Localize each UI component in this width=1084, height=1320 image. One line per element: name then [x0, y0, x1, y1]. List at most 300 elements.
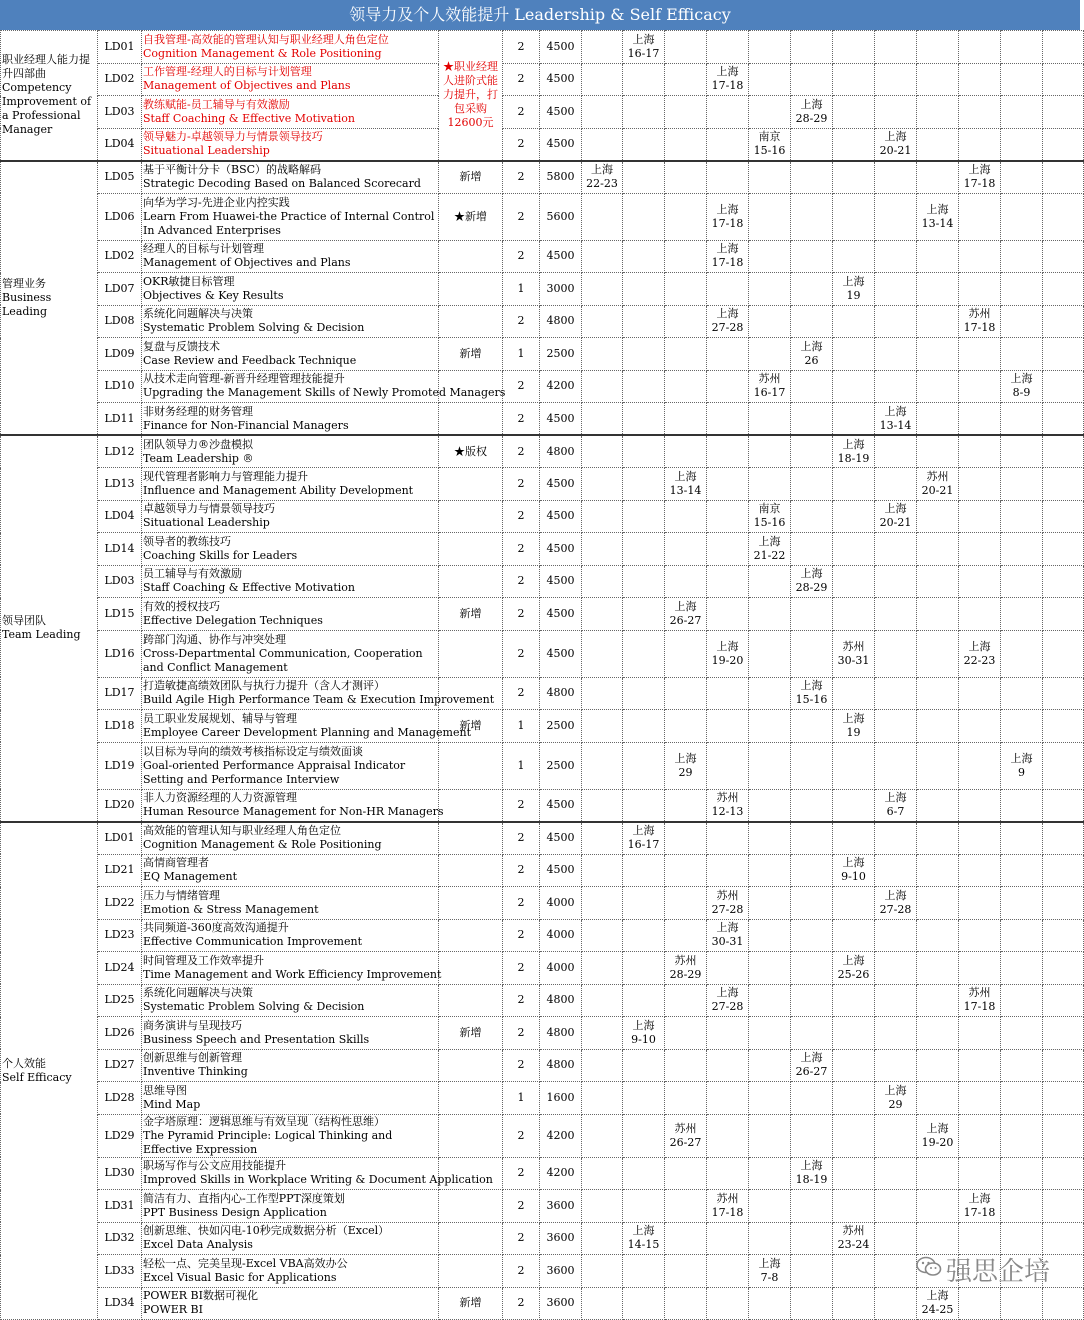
month-cell — [1043, 468, 1084, 501]
month-cell — [1043, 533, 1084, 566]
month-cell — [582, 1049, 623, 1082]
course-name-cell — [142, 1082, 439, 1115]
session-date: 17-18 — [711, 256, 744, 270]
month-cell — [623, 984, 665, 1017]
page-title: 领导力及个人效能提升 Leadership & Self Efficacy — [0, 0, 1080, 30]
session-city: 上海 — [632, 32, 655, 46]
month-cell — [791, 468, 833, 501]
month-cell — [623, 565, 665, 598]
course-note — [439, 273, 503, 306]
course-price: 4500 — [540, 240, 582, 273]
month-cell — [749, 1157, 791, 1190]
course-name-en: Excel Visual Basic for Applications — [143, 1270, 337, 1284]
course-price: 4500 — [540, 403, 582, 436]
month-cell — [1043, 565, 1084, 598]
month-cell — [833, 468, 875, 501]
month-cell — [875, 1287, 917, 1320]
month-cell — [791, 533, 833, 566]
month-cell — [707, 1287, 749, 1320]
month-cell — [833, 273, 875, 306]
session-city: 苏州 — [968, 307, 991, 321]
month-cell — [665, 305, 707, 338]
session-city: 苏州 — [926, 469, 949, 483]
category-name-en: Team Leading — [2, 628, 81, 642]
course-note: ★新增 — [439, 193, 503, 240]
month-cell — [707, 1082, 749, 1115]
session-city: 上海 — [716, 986, 739, 1000]
month-cell — [875, 630, 917, 677]
course-name-zh: 时间管理及工作效率提升 — [143, 953, 264, 967]
month-cell — [917, 565, 959, 598]
course-name-zh: 教练赋能-员工辅导与有效激励 — [143, 97, 290, 111]
table-row — [1, 128, 1084, 161]
month-cell — [623, 500, 665, 533]
course-note — [439, 887, 503, 920]
month-cell — [875, 338, 917, 371]
month-cell — [1043, 598, 1084, 631]
month-cell — [665, 193, 707, 240]
course-note — [439, 822, 503, 855]
session-city: 上海 — [926, 1121, 949, 1135]
month-cell — [582, 370, 623, 403]
session-date: 16-17 — [627, 46, 660, 60]
session-city: 苏州 — [674, 1121, 697, 1135]
table-row — [1, 742, 1084, 789]
course-days: 2 — [503, 1222, 540, 1255]
month-cell — [582, 1017, 623, 1050]
month-cell — [582, 1255, 623, 1288]
course-name-zh: 创新思维与创新管理 — [143, 1051, 242, 1065]
month-cell — [959, 919, 1001, 952]
course-code: LD07 — [98, 273, 142, 306]
month-cell — [791, 370, 833, 403]
table-row — [1, 338, 1084, 371]
session-city: 苏州 — [716, 791, 739, 804]
month-cell — [917, 305, 959, 338]
month-cell — [959, 1190, 1001, 1223]
month-cell — [707, 403, 749, 436]
table-row — [1, 854, 1084, 887]
course-code: LD17 — [98, 677, 142, 710]
month-cell — [665, 1114, 707, 1157]
course-days: 2 — [503, 1255, 540, 1288]
session-date: 13-14 — [879, 418, 912, 432]
month-cell — [917, 533, 959, 566]
course-price: 4800 — [540, 435, 582, 468]
course-price: 4200 — [540, 1114, 582, 1157]
month-cell — [1043, 435, 1084, 468]
month-cell — [582, 240, 623, 273]
course-days: 2 — [503, 31, 540, 64]
session-city: 上海 — [800, 339, 823, 353]
month-cell — [665, 370, 707, 403]
course-name-zh: 卓越领导力与情景领导技巧 — [143, 502, 275, 516]
month-cell — [791, 128, 833, 161]
course-name-en: Employee Career Development Planning and Management — [143, 725, 471, 739]
course-name-zh: 打造敏捷高绩效团队与执行力提升（含人才测评） — [143, 679, 385, 693]
category-name-zh: 领导团队 — [2, 614, 46, 628]
session-date: 14-15 — [627, 1238, 660, 1252]
course-days: 1 — [503, 742, 540, 789]
month-cell — [1043, 1287, 1084, 1320]
month-cell — [749, 1049, 791, 1082]
month-cell — [791, 822, 833, 855]
category-cell — [1, 31, 98, 161]
course-name-cell — [142, 677, 495, 710]
month-cell — [959, 1017, 1001, 1050]
month-cell — [749, 338, 791, 371]
session-city: 上海 — [716, 921, 739, 935]
course-note — [439, 854, 503, 887]
month-cell — [833, 677, 875, 710]
session-city: 上海 — [800, 1159, 823, 1173]
course-days: 2 — [503, 919, 540, 952]
course-price: 4500 — [540, 854, 582, 887]
session-city: 上海 — [800, 97, 823, 111]
course-name-en: Situational Leadership — [143, 516, 270, 530]
course-name-cell — [142, 1017, 439, 1050]
course-note — [439, 1255, 503, 1288]
month-cell — [749, 273, 791, 306]
month-cell — [1001, 338, 1043, 371]
table-row — [1, 789, 1084, 822]
month-cell — [707, 63, 749, 96]
month-cell — [707, 435, 749, 468]
course-note — [439, 305, 503, 338]
session-date: 28-29 — [795, 111, 828, 125]
course-name-en: Effective Communication Improvement — [143, 935, 362, 949]
month-cell — [791, 1017, 833, 1050]
month-cell — [1043, 854, 1084, 887]
course-name-en: Systematic Problem Solving & Decision — [143, 1000, 365, 1014]
session-date: 19 — [846, 288, 861, 302]
course-code: LD25 — [98, 984, 142, 1017]
month-cell — [749, 984, 791, 1017]
course-code: LD31 — [98, 1190, 142, 1223]
month-cell — [582, 984, 623, 1017]
month-cell — [917, 887, 959, 920]
month-cell — [833, 1255, 875, 1288]
month-cell — [623, 273, 665, 306]
table-row — [1, 31, 1084, 64]
course-name-zh: OKR敏捷目标管理 — [143, 274, 235, 288]
month-cell — [1001, 403, 1043, 436]
session-city: 上海 — [800, 1051, 823, 1065]
session-date: 15-16 — [753, 144, 786, 157]
session-city: 苏州 — [716, 888, 739, 902]
month-cell — [1043, 677, 1084, 710]
month-cell — [665, 403, 707, 436]
course-price: 4500 — [540, 500, 582, 533]
course-name-zh: 高情商管理者 — [143, 856, 209, 870]
table-row — [1, 677, 1084, 710]
session-city: 苏州 — [842, 1224, 865, 1238]
course-code: LD23 — [98, 919, 142, 952]
course-name-en: Case Review and Feedback Technique — [143, 353, 357, 367]
month-cell — [1043, 1017, 1084, 1050]
course-name-zh: 压力与情绪管理 — [143, 888, 220, 902]
session-city: 上海 — [884, 1083, 907, 1097]
course-note — [439, 742, 503, 789]
month-cell — [749, 305, 791, 338]
month-cell — [1001, 887, 1043, 920]
month-cell — [875, 128, 917, 161]
month-cell — [959, 1222, 1001, 1255]
table-row — [1, 984, 1084, 1017]
session-city: 南京 — [758, 502, 781, 516]
month-cell — [917, 161, 959, 194]
month-cell — [665, 63, 707, 96]
table-row — [1, 500, 1084, 533]
course-name-cell — [142, 240, 439, 273]
session-date: 17-18 — [963, 321, 996, 335]
month-cell — [665, 742, 707, 789]
month-cell — [791, 240, 833, 273]
month-cell — [959, 240, 1001, 273]
month-cell — [791, 742, 833, 789]
session-date: 17-18 — [711, 216, 744, 230]
month-cell — [791, 96, 833, 129]
table-row — [1, 370, 1084, 403]
month-cell — [1001, 630, 1043, 677]
month-cell — [623, 854, 665, 887]
month-cell — [833, 710, 875, 743]
month-cell — [582, 887, 623, 920]
month-cell — [1001, 63, 1043, 96]
course-schedule-table — [0, 30, 1084, 1320]
month-cell — [582, 952, 623, 985]
month-cell — [665, 533, 707, 566]
session-date: 17-18 — [963, 1000, 996, 1014]
course-name-en: Time Management and Work Efficiency Improvement — [143, 967, 442, 981]
month-cell — [833, 1049, 875, 1082]
course-days: 2 — [503, 1017, 540, 1050]
month-cell — [959, 1157, 1001, 1190]
session-date: 16-17 — [627, 838, 660, 851]
course-name-cell — [142, 31, 439, 64]
month-cell — [582, 31, 623, 64]
course-name-cell — [142, 822, 439, 855]
month-cell — [665, 161, 707, 194]
course-price: 4000 — [540, 952, 582, 985]
session-date: 29 — [678, 765, 693, 779]
session-city: 上海 — [842, 953, 865, 967]
month-cell — [582, 468, 623, 501]
session-city: 上海 — [674, 751, 697, 765]
month-cell — [791, 305, 833, 338]
month-cell — [833, 338, 875, 371]
month-cell — [917, 273, 959, 306]
month-cell — [959, 1049, 1001, 1082]
month-cell — [623, 435, 665, 468]
month-cell — [791, 1222, 833, 1255]
month-cell — [707, 193, 749, 240]
course-days: 2 — [503, 533, 540, 566]
course-name-zh: 复盘与反馈技术 — [143, 339, 220, 353]
month-cell — [833, 533, 875, 566]
month-cell — [665, 1157, 707, 1190]
course-name-en: Emotion & Stress Management — [143, 902, 319, 916]
month-cell — [833, 984, 875, 1017]
month-cell — [707, 984, 749, 1017]
course-code: LD03 — [98, 96, 142, 129]
month-cell — [582, 500, 623, 533]
month-cell — [582, 598, 623, 631]
course-price: 5600 — [540, 193, 582, 240]
month-cell — [959, 468, 1001, 501]
month-cell — [1001, 500, 1043, 533]
session-city: 上海 — [968, 639, 991, 653]
course-price: 4200 — [540, 1157, 582, 1190]
month-cell — [749, 128, 791, 161]
month-cell — [917, 984, 959, 1017]
month-cell — [582, 161, 623, 194]
course-name-zh: 商务演讲与呈现技巧 — [143, 1018, 242, 1032]
month-cell — [959, 370, 1001, 403]
month-cell — [959, 565, 1001, 598]
course-code: LD30 — [98, 1157, 142, 1190]
month-cell — [707, 370, 749, 403]
course-name-en: Cognition Management & Role Positioning — [143, 838, 382, 851]
month-cell — [582, 435, 623, 468]
month-cell — [749, 193, 791, 240]
category-name-zh: 管理业务 — [2, 276, 46, 290]
month-cell — [917, 710, 959, 743]
month-cell — [749, 630, 791, 677]
month-cell — [959, 500, 1001, 533]
course-name-en: Goal-oriented Performance Appraisal Indicator Setting and Performance Interview — [143, 758, 406, 786]
month-cell — [749, 31, 791, 64]
month-cell — [791, 598, 833, 631]
month-cell — [875, 31, 917, 64]
month-cell — [917, 742, 959, 789]
course-name-en: Objectives & Key Results — [143, 288, 284, 302]
course-name-cell — [142, 1255, 439, 1288]
month-cell — [707, 919, 749, 952]
month-cell — [1001, 822, 1043, 855]
month-cell — [665, 919, 707, 952]
month-cell — [791, 403, 833, 436]
month-cell — [833, 63, 875, 96]
session-city: 上海 — [884, 888, 907, 902]
month-cell — [1001, 1190, 1043, 1223]
month-cell — [875, 887, 917, 920]
month-cell — [582, 1082, 623, 1115]
wechat-icon — [916, 1256, 942, 1283]
course-price: 5800 — [540, 161, 582, 194]
course-code: LD27 — [98, 1049, 142, 1082]
session-city: 上海 — [1010, 751, 1033, 765]
course-code: LD32 — [98, 1222, 142, 1255]
session-date: 9 — [1018, 765, 1025, 779]
month-cell — [1001, 468, 1043, 501]
course-note — [439, 1114, 503, 1157]
month-cell — [749, 370, 791, 403]
month-cell — [707, 1255, 749, 1288]
course-name-zh: 领导者的教练技巧 — [143, 534, 231, 548]
course-note — [439, 984, 503, 1017]
month-cell — [582, 403, 623, 436]
course-name-zh: 团队领导力®沙盘模拟 — [143, 437, 253, 451]
course-price: 3600 — [540, 1255, 582, 1288]
category-cell — [1, 161, 98, 436]
month-cell — [623, 468, 665, 501]
course-code: LD04 — [98, 128, 142, 161]
course-price: 3600 — [540, 1287, 582, 1320]
course-price: 4000 — [540, 887, 582, 920]
month-cell — [707, 630, 749, 677]
course-price: 1600 — [540, 1082, 582, 1115]
table-row — [1, 598, 1084, 631]
month-cell — [875, 1222, 917, 1255]
month-cell — [707, 1190, 749, 1223]
month-cell — [833, 1114, 875, 1157]
month-cell — [959, 63, 1001, 96]
course-days: 2 — [503, 128, 540, 161]
course-code: LD29 — [98, 1114, 142, 1157]
month-cell — [582, 533, 623, 566]
course-name-en: POWER BI — [143, 1303, 203, 1317]
month-cell — [749, 1082, 791, 1115]
month-cell — [623, 1287, 665, 1320]
course-price: 3600 — [540, 1190, 582, 1223]
course-price: 4500 — [540, 789, 582, 822]
session-date: 16-17 — [753, 386, 786, 400]
session-city: 苏州 — [758, 372, 781, 386]
month-cell — [917, 338, 959, 371]
course-days: 2 — [503, 468, 540, 501]
month-cell — [665, 468, 707, 501]
session-date: 27-28 — [711, 902, 744, 916]
course-name-cell — [142, 952, 442, 985]
month-cell — [1043, 370, 1084, 403]
category-cell — [1, 435, 98, 822]
month-cell — [749, 1222, 791, 1255]
month-cell — [623, 533, 665, 566]
session-city: 上海 — [632, 1224, 655, 1238]
month-cell — [959, 435, 1001, 468]
month-cell — [875, 1190, 917, 1223]
course-name-cell — [142, 1114, 439, 1157]
course-name-zh: 员工职业发展规划、辅导与管理 — [143, 711, 297, 725]
month-cell — [875, 370, 917, 403]
month-cell — [665, 1082, 707, 1115]
session-city: 上海 — [842, 437, 865, 451]
month-cell — [665, 822, 707, 855]
month-cell — [665, 598, 707, 631]
month-cell — [707, 533, 749, 566]
month-cell — [623, 31, 665, 64]
course-name-cell — [142, 1222, 439, 1255]
course-name-en: Business Speech and Presentation Skills — [143, 1032, 370, 1046]
course-name-cell — [142, 500, 439, 533]
month-cell — [707, 1157, 749, 1190]
month-cell — [707, 598, 749, 631]
course-note — [439, 240, 503, 273]
month-cell — [623, 1190, 665, 1223]
course-name-zh: 金字塔原理：逻辑思维与有效呈现（结构性思维） — [143, 1114, 385, 1128]
course-note: ★版权 — [439, 435, 503, 468]
course-note — [439, 403, 503, 436]
course-name-en: Management of Objectives and Plans — [143, 256, 351, 270]
month-cell — [582, 273, 623, 306]
course-days: 2 — [503, 1049, 540, 1082]
course-days: 2 — [503, 240, 540, 273]
month-cell — [749, 565, 791, 598]
course-days: 1 — [503, 338, 540, 371]
course-days: 2 — [503, 1157, 540, 1190]
month-cell — [959, 338, 1001, 371]
